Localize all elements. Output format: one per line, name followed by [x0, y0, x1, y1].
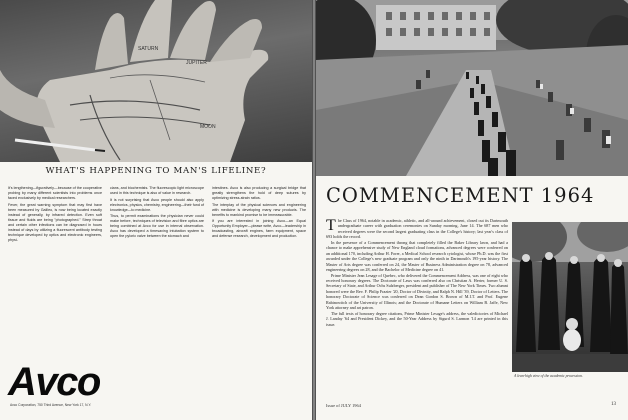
article-paragraph: The Class of 1964, notable in academic, athletic, and all-around achievement, closed out its Dartmouth undergraduate career with graduation ceremonies on Sunday morning, June 14. The 687 men who received degrees were the second largest graduating class in the College's history; last year's class of 693 holds the record. — [326, 217, 508, 240]
palm-photograph — [0, 0, 312, 162]
ad-paragraph: It's lengthening—figuratively—because of the cooperative probing by many different scientists into problems once faced exclusively by medical researchers. — [8, 186, 102, 200]
avco-logo: Avco — [8, 360, 100, 404]
article-title: COMMENCEMENT 1964 — [326, 184, 595, 207]
ad-body-columns — [8, 186, 306, 244]
graduates-image-drawing — [512, 222, 628, 372]
ad-paragraph: intestines. Avco is also producing a surgical bridge that greatly strengthens the hold of deep sutures by optimizing stress-strain ratios. — [212, 186, 306, 200]
ad-column-1 — [8, 186, 102, 244]
page-number: 13 — [611, 402, 616, 407]
ad-paragraph: Fever, the great warning symptom that may first have been measured by Galileo, is now being located exactly instead of generally, by infrared detection. Even soft tissue and fluids are being "photographed." Strep throat and certain other infections can be diagnosed in hours instead of days by utilizing a fluorescent antibody testing technique developed by optics and electronic engineers, physi- — [8, 202, 102, 242]
issue-footer: Issue of JULY 1964 — [326, 403, 361, 408]
palm-label-moon: MOON — [200, 124, 216, 130]
procession-photograph — [316, 0, 628, 176]
ad-paragraph: Thus, to permit examinations the physician never could make before, techniques of television and fibre optics are being combined at Avco for use in internal observation. Avco has developed a timesaving intubation system to open the pyloric valve between the stomach and — [110, 214, 204, 239]
avco-address: Avco Corporation, 750 Third Avenue, New York 17, N.Y. — [10, 403, 92, 407]
article-paragraph: In the presence of a Commencement throng that completely filled the Baker Library lawn, and had a chance to make apprehensive study of New England cloud formations, advanced degrees were conferred on an additional 170, including Arthur H. Forer, a Medical School research cytologist, whose Ph.D. was the first awarded under the College's new graduate program and only the ninth in Dartmouth's 195-year history. The Master of Arts degree was conferred on 24, the Master of Business Administration degree on 78, advanced engineering degrees on 28, and the Bachelor of Medicine degree on 41. — [326, 239, 508, 273]
article-body — [326, 218, 508, 327]
article-paragraph: The full texts of honorary degree citations, Prime Minister Lesage's address, the valedictories of Michael J. Landay '64 and President Dickey, and the 50-Year Address by Sigurd S. Larmon '14 are printed in this issue. — [326, 310, 508, 327]
palm-label-saturn: SATURN — [138, 46, 159, 52]
ad-paragraph: The interplay of the physical sciences and engineering with medicine is developing many new products. The benefits to mankind promise to be immeasurable. — [212, 202, 306, 217]
right-page-commencement — [316, 0, 628, 420]
drop-cap: T — [326, 217, 336, 234]
palm-image-drawing — [0, 0, 312, 162]
left-page-avco-ad — [0, 0, 312, 420]
ad-paragraph: It is not surprising that Avco people should also apply electronics, physics, chemistry, engineering—their fund of knowledge—to medicine. — [110, 197, 205, 212]
article-paragraph: Prime Minister Jean Lesage of Quebec, who delivered the Commencement Address, was one of eight who received honorary degrees. The Doctorate of Laws was conferred also on Christian A. Herter, former U. S. Secretary of State, and Arthur Ochs Sulzberger, president and publisher of The New York Times. Two alumni honored were the Rev. F. Philip Frazier '20, Doctor of Divinity, and Ralph N. Hill '39, Doctor of Letters. The honorary Doctorate of Science was conferred on Dean Gordon S. Brown of M.I.T. and Prof. Eugene Rabinowitch of the University of Illinois; and the Doctorate of Humane Letters on William B. Jaffe, New York attorney and art patron. — [326, 272, 508, 311]
ad-paragraph: If you are interested in joining Avco—an Equal Opportunity Employer—please write, Avco—leadership in broadcasting, aircraft engines, farm equipment, space and defense research, development and production. — [212, 219, 306, 239]
ad-column-2 — [110, 186, 204, 244]
graduates-photograph — [512, 222, 628, 372]
ad-paragraph: cians, and biochemists. The fluorescopic light microscope used in this technique is also of value in research. — [110, 186, 205, 195]
ad-headline: WHAT'S HAPPENING TO MAN'S LIFELINE? — [45, 166, 267, 176]
photo-caption: A lean-high view of the academic procession. — [514, 374, 583, 378]
palm-label-jupiter: JUPITER — [186, 60, 207, 66]
ad-column-3 — [212, 186, 306, 244]
procession-image-drawing — [316, 0, 628, 176]
